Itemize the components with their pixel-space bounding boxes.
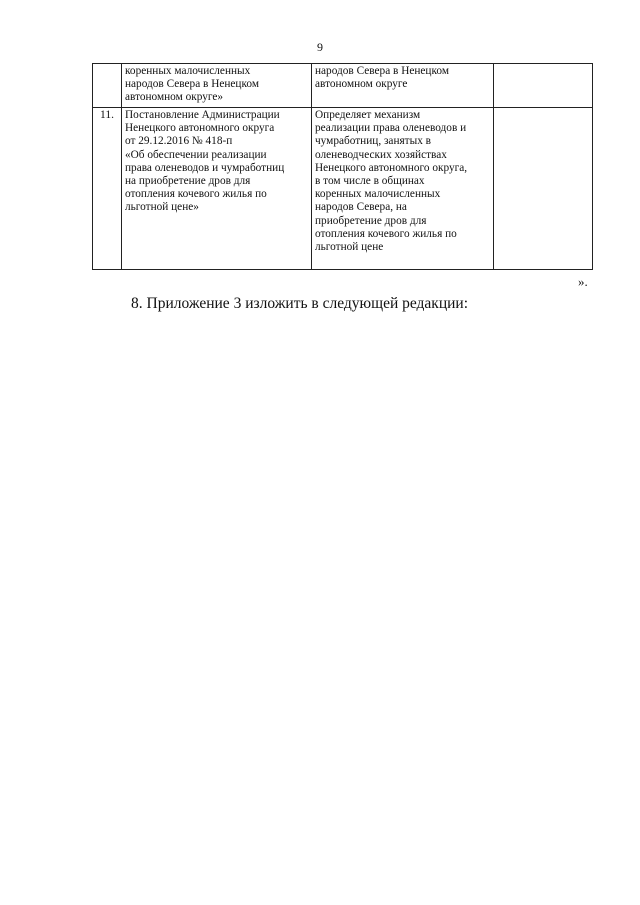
description-line: Ненецкого автономного округа, [315,161,468,174]
table-row-continuation [93,64,593,108]
section-heading: 8. Приложение 3 изложить в следующей редакции: [131,295,469,312]
document-title-line: Ненецкого автономного округа [125,122,275,135]
description-cell [312,64,494,108]
document-title-line: права оленеводов и чумработниц [125,161,285,174]
document-title-line: автономном округе» [125,91,224,104]
description-line: оленеводческих хозяйствах [315,148,447,161]
description-line: приобретение дров для [315,214,427,227]
description-line: коренных малочисленных [315,188,441,201]
description-line: реализации права оленеводов и [315,122,467,135]
row-number-cell [93,64,122,108]
document-title-line: на приобретение дров для [125,175,251,188]
document-title-cell [122,108,312,270]
description-line: народов Севера, на [315,201,407,214]
legal-acts-table [92,63,593,270]
document-title-cell [122,64,312,108]
document-title-line: народов Севера в Ненецком [125,78,259,91]
document-title-line: от 29.12.2016 № 418-п [125,135,233,148]
document-title-line: «Об обеспечении реализации [125,148,267,161]
row-number-cell: 11. [93,108,122,270]
description-line: чумработниц, занятых в [315,135,432,148]
description-line: автономном округе [315,78,408,91]
note-cell [494,108,593,270]
description-line: льготной цене [315,241,384,254]
closing-quote: ». [578,274,588,289]
description-line: отопления кочевого жилья по [315,227,457,240]
document-title-line: отопления кочевого жилья по [125,188,267,201]
document-title-line: коренных малочисленных [125,65,251,77]
table-row-11 [93,108,593,270]
document-title-line: льготной цене» [125,201,199,214]
description-cell [312,108,494,270]
description-line: Определяет механизм [315,109,421,121]
page-number: 9 [317,40,323,54]
note-cell [494,64,593,108]
description-line: в том числе в общинах [315,175,425,188]
description-line: народов Севера в Ненецком [315,65,449,77]
document-title-line: Постановление Администрации [125,109,280,121]
